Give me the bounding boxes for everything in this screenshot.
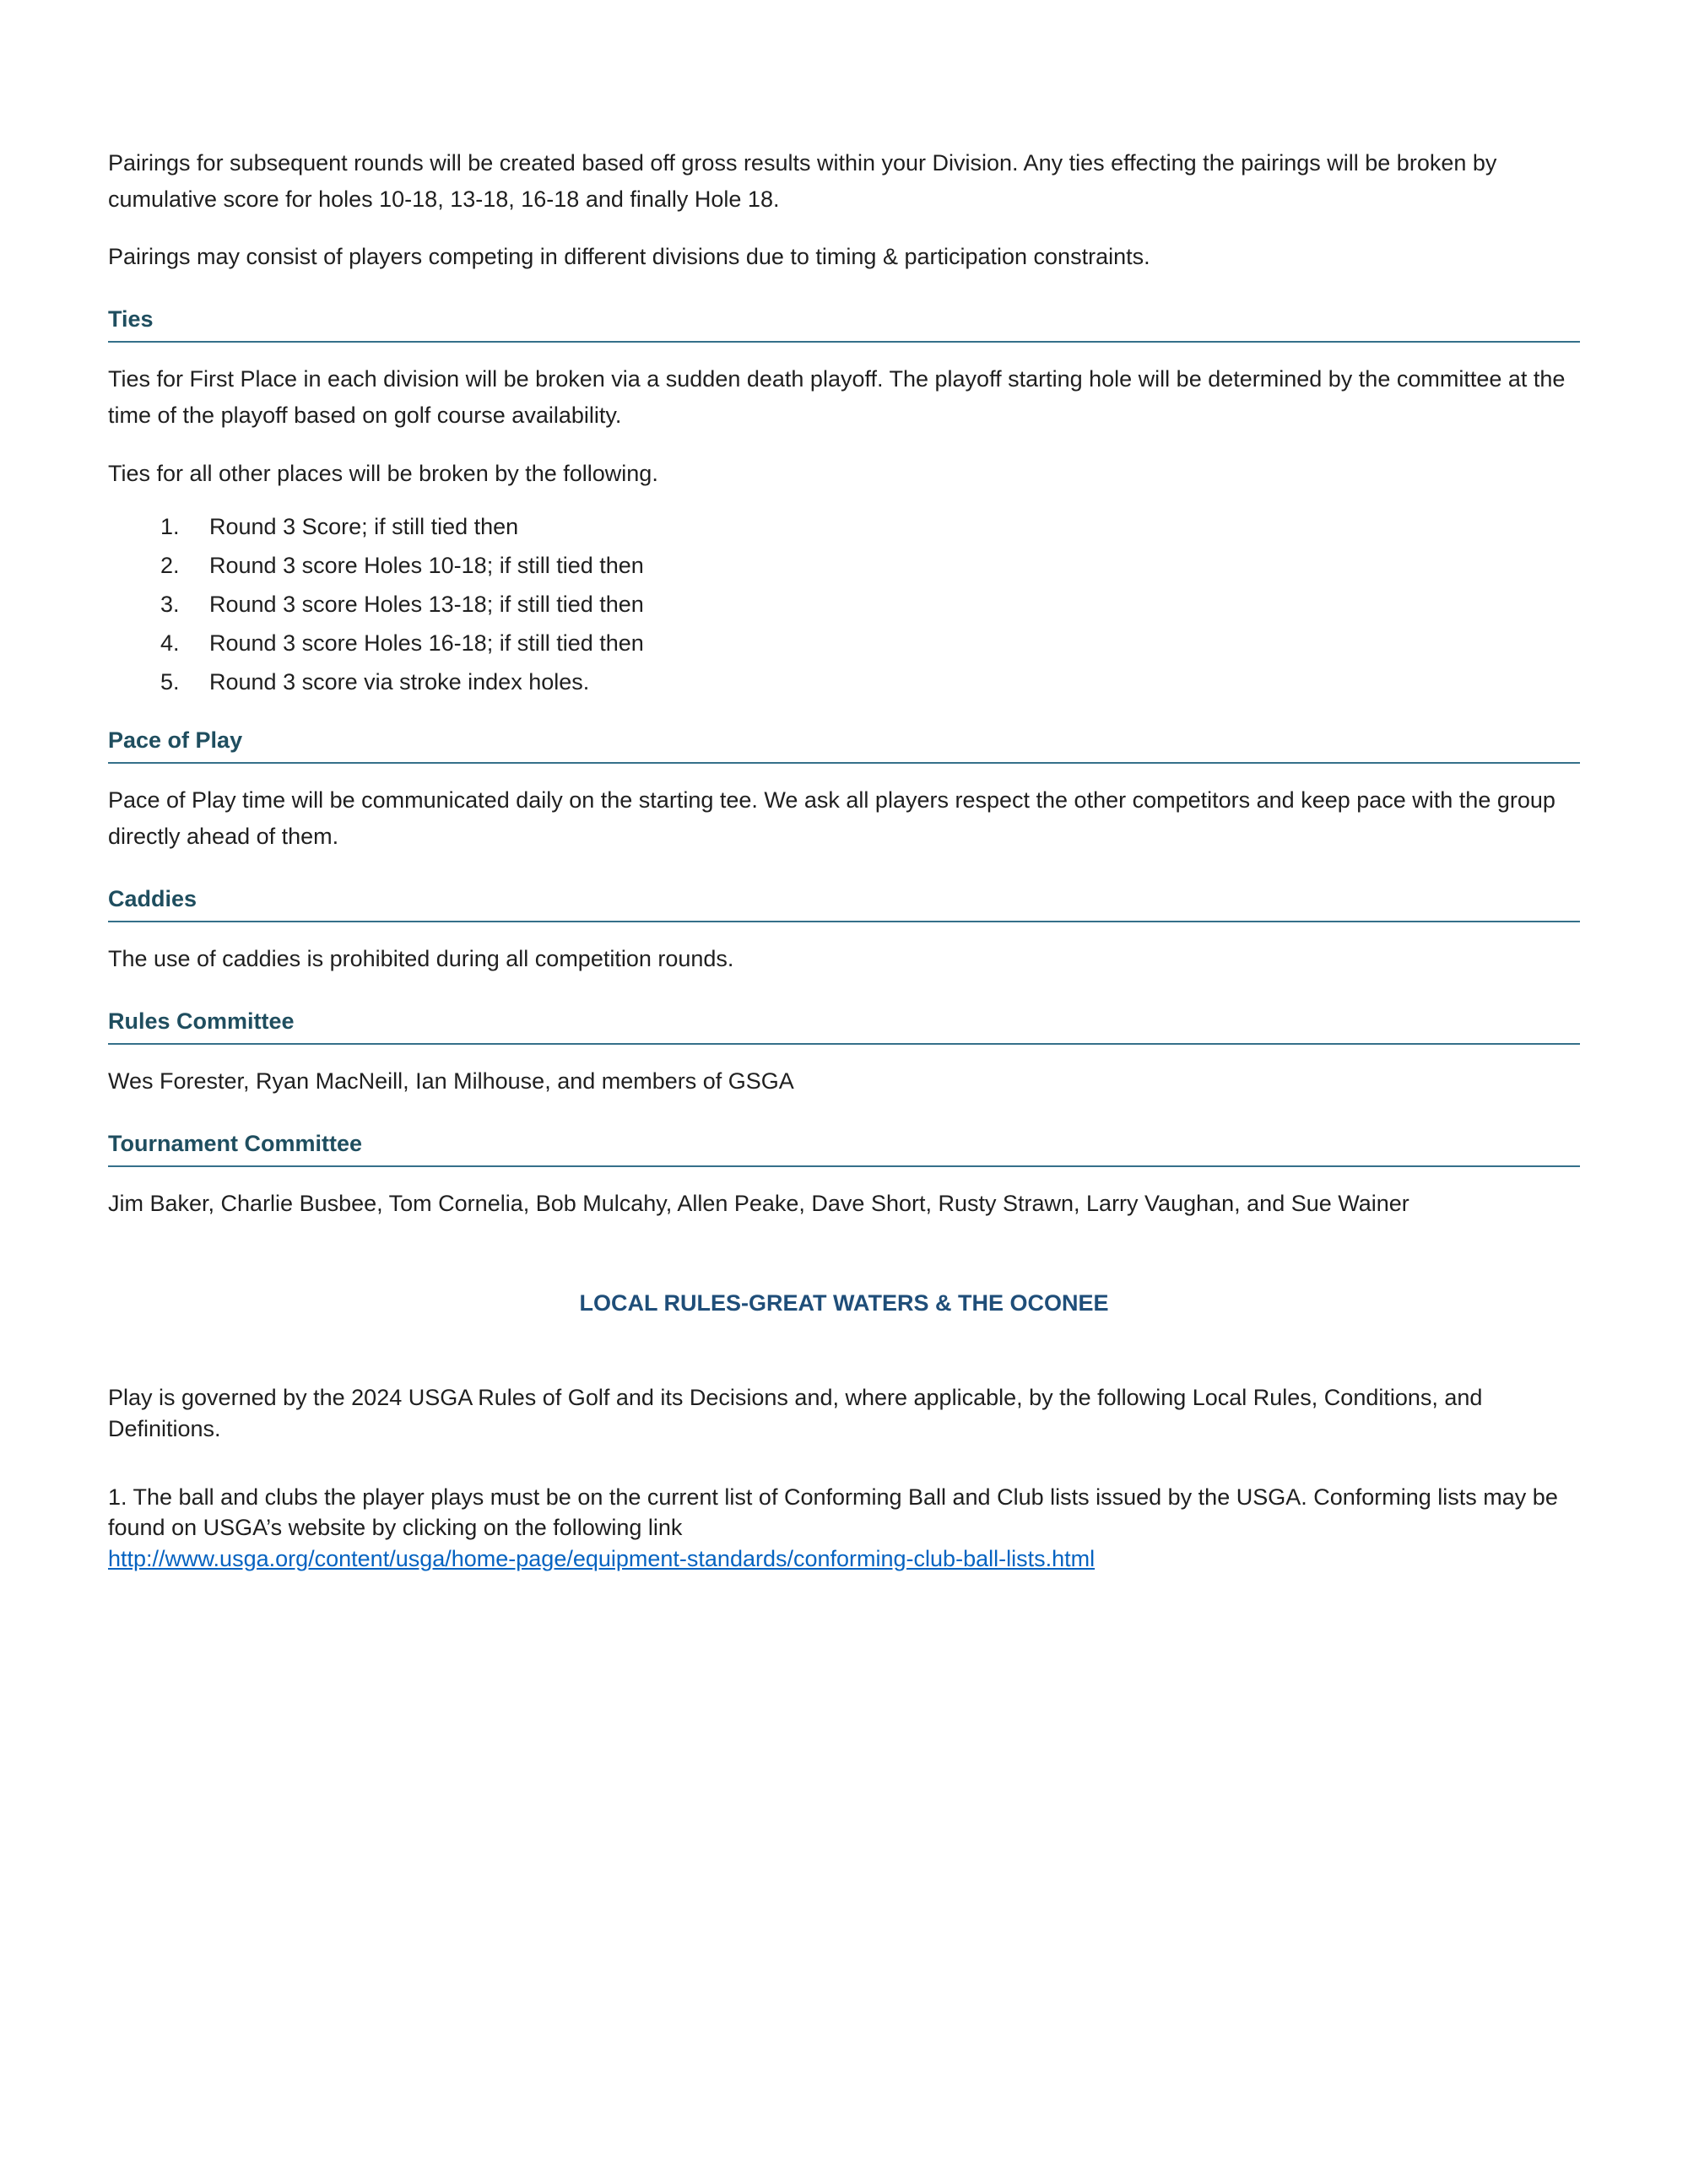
tie-break-list-item — [160, 630, 1580, 657]
conforming-lists-link[interactable]: http://www.usga.org/content/usga/home-page/equipment-standards/conforming-club-ball-lists.html — [108, 1546, 1096, 1572]
list-item-text: Round 3 score Holes 13-18; if still tied then — [209, 592, 644, 618]
paragraph-pairings-divisions: Pairings may consist of players competing in different divisions due to timing & participation constraints. — [108, 244, 1150, 270]
list-item-number: 1. — [160, 514, 180, 540]
list-item-text: Round 3 Score; if still tied then — [209, 514, 519, 540]
heading-ties: Ties — [108, 305, 1580, 343]
paragraph-ties-first-place: Ties for First Place in each division will be broken via a sudden death playoff. The playoff starting hole will be determined by the committee at the time of the playoff based on golf course availability. — [108, 366, 1566, 429]
tie-break-list-item — [160, 513, 1580, 541]
tie-break-list-item — [160, 552, 1580, 580]
list-item-number: 5. — [160, 669, 180, 695]
list-item-number: 4. — [160, 630, 180, 657]
paragraph-caddies: The use of caddies is prohibited during all competition rounds. — [108, 946, 734, 972]
title-local-rules: LOCAL RULES-GREAT WATERS & THE OCONEE — [579, 1289, 1109, 1316]
paragraph-pace-of-play: Pace of Play time will be communicated daily on the starting tee. We ask all players respect the other competitors and keep pace with the group directly ahead of them. — [108, 787, 1555, 850]
heading-rules-committee: Rules Committee — [108, 1008, 1580, 1045]
list-item-number: 2. — [160, 553, 180, 579]
heading-pace-of-play: Pace of Play — [108, 727, 1580, 764]
heading-caddies: Caddies — [108, 885, 1580, 922]
tie-break-list-item — [160, 668, 1580, 696]
tie-break-list — [160, 513, 1580, 696]
paragraph-local-rules-governance: Play is governed by the 2024 USGA Rules of Golf and its Decisions and, where applicable, by the following Local Rules, Conditions, and Definitions. — [108, 1385, 1483, 1441]
list-item-text: Round 3 score Holes 10-18; if still tied then — [209, 553, 644, 579]
tie-break-list-item — [160, 591, 1580, 619]
paragraph-ties-other-places: Ties for all other places will be broken by the following. — [108, 460, 658, 486]
paragraph-rules-committee-members: Wes Forester, Ryan MacNeill, Ian Milhouse, and members of GSGA — [108, 1068, 794, 1095]
paragraph-conforming-equipment — [108, 1482, 1580, 1575]
paragraph-tournament-committee-members: Jim Baker, Charlie Busbee, Tom Cornelia, Bob Mulcahy, Allen Peake, Dave Short, Rusty Strawn, Larry Vaughan, and Sue Wainer — [108, 1191, 1409, 1217]
list-item-text: Round 3 score via stroke index holes. — [209, 669, 590, 695]
paragraph-pairings-subsequent-rounds: Pairings for subsequent rounds will be created based off gross results within your Division. Any ties effecting the pairings will be broken by cumulative score for holes 10-18, 13-18, 16-18 and finally Hole 18. — [108, 150, 1497, 212]
list-item-text: Round 3 score Holes 16-18; if still tied then — [209, 630, 644, 657]
heading-tournament-committee: Tournament Committee — [108, 1130, 1580, 1167]
list-item-number: 3. — [160, 592, 180, 618]
paragraph-conforming-equipment-text: 1. The ball and clubs the player plays must be on the current list of Conforming Ball and Club lists issued by the USGA. Conforming lists may be found on USGA’s website by clicking on the following link — [108, 1484, 1558, 1541]
